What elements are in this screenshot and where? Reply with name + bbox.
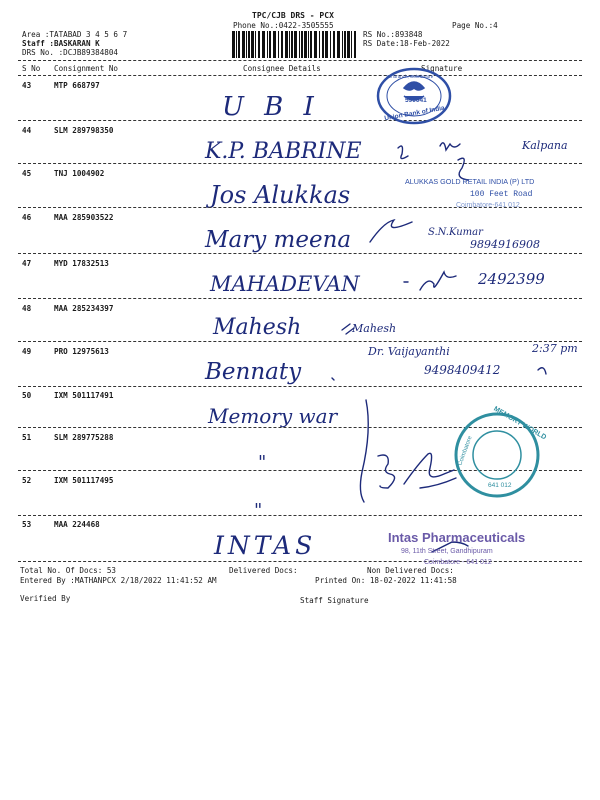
barcode-bar [337,31,340,58]
row-sno: 51 [22,433,32,442]
alukkas-stamp-city: Coimbatore-641 012 [456,202,520,209]
barcode-bar [238,31,240,58]
union-bank-branch: SS Branch, Coimbatore [386,74,434,79]
rs-number: RS No.:893848 [363,30,423,39]
row-handwriting: Jos Alukkas [210,181,351,209]
row-sno: 49 [22,347,32,356]
row-sno: 53 [22,520,32,529]
row-consignment: PRO 12975613 [54,347,109,356]
barcode-bar [310,31,312,58]
row-consignment: MAA 285903522 [54,213,114,222]
barcode-bar [333,31,335,58]
signature-stroke [538,368,546,374]
barcode-bar [269,31,271,58]
row-divider [18,341,582,342]
signature-stroke [420,272,456,290]
signature-stroke [420,478,456,488]
intas-stamp-city: Coimbatore - 641 012 [424,559,492,566]
signature-note: 9894916908 [470,238,540,251]
union-bank-stamp [374,66,454,126]
barcode-bar [278,31,279,58]
barcode-bar [273,31,276,58]
barcode-bar [258,31,260,58]
row-handwriting: U B I [222,92,320,122]
barcode-bar [330,31,331,58]
row-sno: 46 [22,213,32,222]
barcode-bar [289,31,290,58]
signature-stroke [370,220,412,242]
barcode-bar [344,31,346,58]
row-sno: 44 [22,126,32,135]
signature-stroke [360,400,368,502]
drs-number: DRS No. :DCJB89384804 [22,48,119,57]
stamp-ring [473,431,521,479]
row-divider [18,515,582,516]
phone-number: Phone No.:0422-3505555 [233,21,334,30]
row-sno: 50 [22,391,32,400]
row-consignment: MYD 17832513 [54,259,109,268]
row-sno: 52 [22,476,32,485]
area-label: Area :TATABAD 3 4 5 6 7 [22,30,128,39]
row-consignment: IXM 501117491 [54,391,114,400]
row-handwriting: K.P. BABRINE [205,139,362,164]
header-divider-top [18,60,582,61]
row-consignment: SLM 289775288 [54,433,114,442]
row-handwriting: Mahesh [213,315,302,340]
barcode-bar [322,31,324,58]
page-number: Page No.:4 [452,21,498,30]
barcode-bar [342,31,343,58]
barcode-bar [351,31,352,58]
row-consignment: MAA 224468 [54,520,100,529]
row-divider [18,561,582,562]
union-bank-name: Union Bank of India [383,104,446,123]
intas-stamp-name: Intas Pharmaceuticals [388,530,526,545]
signature-stroke [440,143,460,150]
barcode-bar [347,31,350,58]
printed-on: Printed On: 18-02-2022 11:41:58 [315,576,457,585]
rs-date: RS Date:18-Feb-2022 [363,39,450,48]
total-docs: Total No. Of Docs: 53 [20,566,117,575]
barcode-bar [294,31,297,58]
report-title: TPC/CJB DRS - PCX [252,11,334,20]
row-handwriting: Bennaty [205,359,302,385]
signature-note: Kalpana [522,139,568,152]
row-handwriting: INTAS [214,531,317,560]
barcode-bar [232,31,235,58]
row-consignment: SLM 289798350 [54,126,114,135]
signature-note: 2492399 [478,270,545,288]
memory-world-stamp [452,405,548,500]
row-sno: 45 [22,169,32,178]
row-handwriting: " [258,452,267,473]
barcode-bar [354,31,356,58]
barcode-bar [242,31,245,58]
signature-stroke [404,453,454,484]
barcode-bar [248,31,250,58]
row-divider [18,253,582,254]
memory-world-pin: 641 012 [488,482,512,489]
row-divider [18,298,582,299]
barcode-bar [291,31,293,58]
staff-signature: Staff Signature [300,596,369,605]
signature-note: 2:37 pm [532,342,578,355]
barcode-bar [267,31,268,58]
barcode-bar [319,31,320,58]
row-sno: 43 [22,81,32,90]
row-consignment: IXM 501117495 [54,476,114,485]
col-consignment-no: Consignment No [54,64,119,73]
row-handwriting: Mary meena [205,227,352,253]
row-consignment: MTP 668797 [54,81,100,90]
barcode-bar [325,31,328,58]
barcode-bar [255,31,256,58]
signature-stroke [378,455,395,488]
barcode-bar [314,31,317,58]
barcode-bar [281,31,283,58]
row-handwriting: " [254,500,263,521]
barcode-bar [299,31,300,58]
barcode-bar [251,31,254,58]
alukkas-stamp-road: 100 Feet Road [470,190,533,199]
row-consignment: TNJ 1004902 [54,169,105,178]
barcode [232,31,358,58]
staff-label: Staff :BASKARAN K [22,39,100,48]
barcode-bar [262,31,265,58]
signature-stroke [332,378,334,380]
row-divider [18,120,582,121]
barcode-bar [308,31,309,58]
barcode-bar [285,31,288,58]
col-s-no: S No [22,64,41,73]
signature-note: 9498409412 [424,363,501,377]
verified-by: Verified By [20,594,71,603]
signature-note: Dr. Vaijayanthi [368,345,450,358]
intas-stamp-address: 98, 11th Street, Gandhipuram [401,548,493,555]
row-divider [18,386,582,387]
barcode-bar [236,31,237,58]
barcode-bar [304,31,307,58]
signature-stroke [398,146,408,159]
entered-by: Entered By :MATHANPCX 2/18/2022 11:41:52 AM [20,576,217,585]
memory-world-name: MEMORY WORLD [492,405,548,442]
col-consignee-details: Consignee Details [243,64,321,73]
alukkas-stamp-name: ALUKKAS GOLD RETAIL INDIA (P) LTD [405,177,535,186]
signature-note: Mahesh [352,322,397,335]
row-handwriting: MAHADEVAN [210,272,360,296]
memory-world-city: Coimbatore [457,435,474,467]
signature-note: S.N.Kumar [428,227,483,238]
row-sno: 47 [22,259,32,268]
row-handwriting: Memory war [208,404,338,428]
delivered-docs: Delivered Docs: [229,566,298,575]
barcode-bar [246,31,247,58]
col-signature: Signature [421,64,463,73]
row-consignment: MAA 285234397 [54,304,114,313]
non-delivered-docs: Non Delivered Docs: [367,566,454,575]
barcode-bar [301,31,303,58]
header-divider-bottom [18,75,582,76]
row-divider [18,163,582,164]
union-bank-code: 590041 [405,97,427,104]
row-sno: 48 [22,304,32,313]
